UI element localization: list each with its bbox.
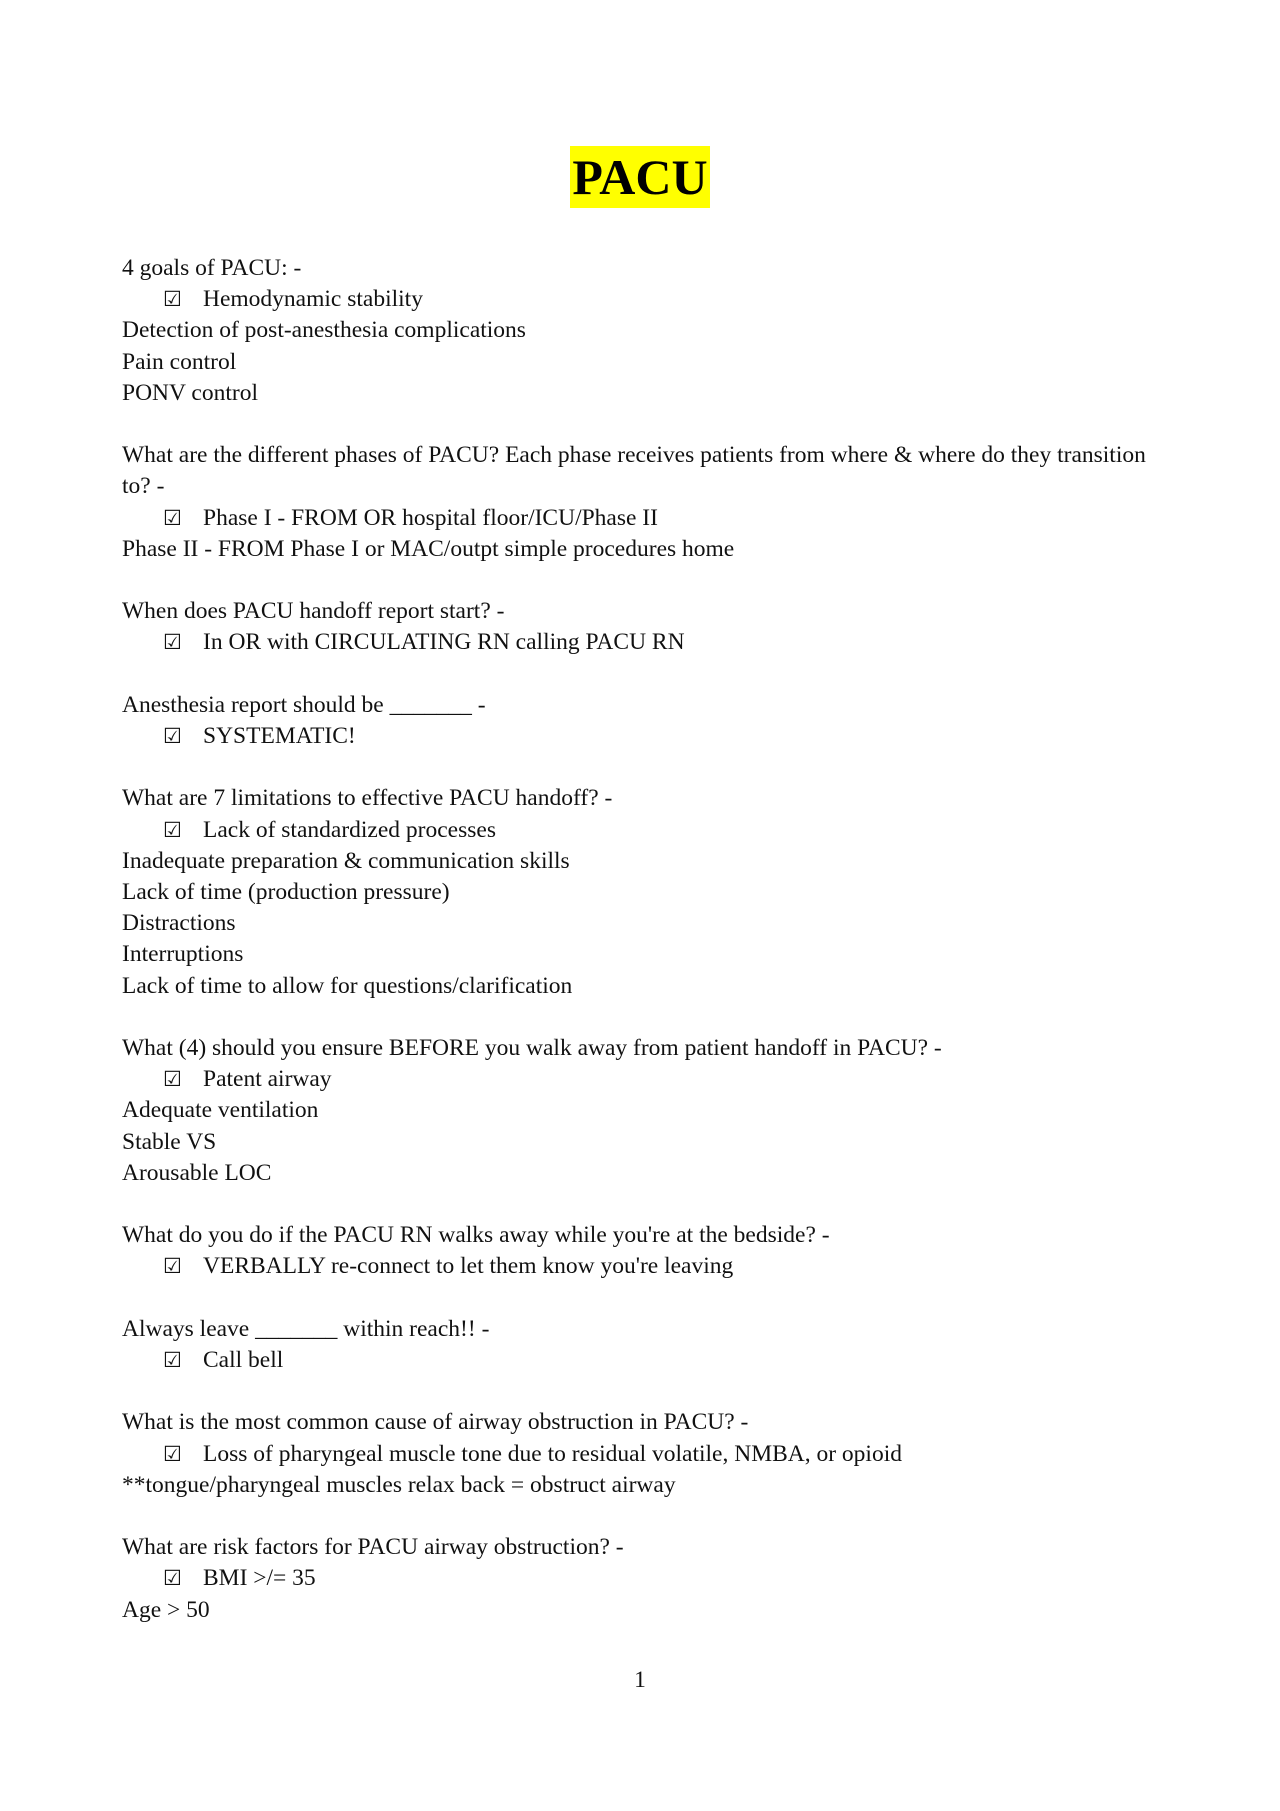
answer-text: BMI >/= 35	[203, 1565, 316, 1592]
answer-continuation: Pain control	[122, 348, 237, 375]
answer-line	[122, 284, 1162, 315]
question-text: What is the most common cause of airway obstruction in PACU? -	[122, 1409, 749, 1436]
title-container	[0, 146, 1280, 208]
flashcard-list	[122, 253, 1162, 1657]
question-text: What do you do if the PACU RN walks away while you're at the bedside? -	[122, 1222, 830, 1249]
answer-line	[122, 1563, 1162, 1594]
checkbox-icon: ☑	[163, 1566, 182, 1591]
checkbox-icon: ☑	[163, 817, 182, 842]
answer-text: SYSTEMATIC!	[203, 723, 356, 749]
answer-continuation: Phase II - FROM Phase I or MAC/outpt simple procedures home	[122, 535, 735, 562]
answer-text: Call bell	[203, 1347, 284, 1373]
question-text: What are the different phases of PACU? Each phase receives patients from where & where do they transition to? -	[122, 442, 1152, 500]
checkbox-icon: ☑	[163, 287, 182, 312]
question-text: 4 goals of PACU: -	[122, 255, 302, 281]
answer-text: Hemodynamic stability	[203, 286, 423, 313]
question-text: Anesthesia report should be _______ -	[122, 691, 486, 718]
checkbox-icon: ☑	[163, 1348, 182, 1372]
qa-item	[122, 783, 1162, 1001]
answer-continuation: Lack of time (production pressure)	[122, 879, 450, 905]
question-text: What are 7 limitations to effective PACU handoff? -	[122, 785, 613, 812]
answer-line	[122, 1251, 1162, 1282]
answer-continuation: Lack of time to allow for questions/clarification	[122, 972, 573, 999]
answer-text: Lack of standardized processes	[203, 816, 496, 843]
answer-continuation: Detection of post-anesthesia complications	[122, 317, 526, 344]
answer-line	[122, 1345, 1162, 1376]
page-number: 1	[634, 1667, 646, 1693]
answer-continuation: Adequate ventilation	[122, 1097, 319, 1124]
answer-continuation: **tongue/pharyngeal muscles relax back = obstruct airway	[122, 1471, 676, 1498]
answer-continuation: Distractions	[122, 910, 236, 937]
answer-line	[122, 627, 1162, 658]
answer-text: Patent airway	[203, 1066, 332, 1093]
answer-text: Loss of pharyngeal muscle tone due to residual volatile, NMBA, or opioid	[203, 1440, 902, 1467]
page-title: PACU	[570, 146, 709, 208]
checkbox-icon: ☑	[163, 1254, 182, 1279]
qa-item	[122, 690, 1162, 752]
question-text: Always leave _______ within reach!! -	[122, 1315, 490, 1342]
checkbox-icon: ☑	[163, 724, 182, 748]
answer-continuation: Interruptions	[122, 941, 244, 968]
answer-continuation: PONV control	[122, 379, 258, 406]
checkbox-icon: ☑	[163, 1067, 182, 1092]
answer-line	[122, 503, 1162, 534]
answer-text: In OR with CIRCULATING RN calling PACU RN	[203, 629, 685, 656]
qa-item	[122, 1532, 1162, 1626]
qa-item	[122, 253, 1162, 409]
answer-line	[122, 1439, 1162, 1470]
checkbox-icon: ☑	[163, 505, 182, 530]
qa-item	[122, 1220, 1162, 1282]
qa-item	[122, 1407, 1162, 1501]
answer-line	[122, 1064, 1162, 1095]
answer-continuation: Inadequate preparation & communication skills	[122, 847, 570, 874]
question-text: What are risk factors for PACU airway obstruction? -	[122, 1534, 624, 1561]
answer-text: VERBALLY re-connect to let them know you're leaving	[203, 1253, 734, 1280]
qa-item	[122, 440, 1162, 565]
qa-item	[122, 596, 1162, 658]
answer-line	[122, 815, 1162, 846]
checkbox-icon: ☑	[163, 1441, 182, 1466]
answer-continuation: Age > 50	[122, 1596, 210, 1623]
checkbox-icon: ☑	[163, 630, 182, 655]
answer-line	[122, 721, 1162, 752]
answer-continuation: Arousable LOC	[122, 1159, 272, 1186]
question-text: When does PACU handoff report start? -	[122, 598, 505, 625]
answer-text: Phase I - FROM OR hospital floor/ICU/Phase II	[203, 504, 658, 531]
question-text: What (4) should you ensure BEFORE you walk away from patient handoff in PACU? -	[122, 1035, 942, 1061]
qa-item	[122, 1314, 1162, 1376]
answer-continuation: Stable VS	[122, 1128, 217, 1155]
qa-item	[122, 1033, 1162, 1189]
